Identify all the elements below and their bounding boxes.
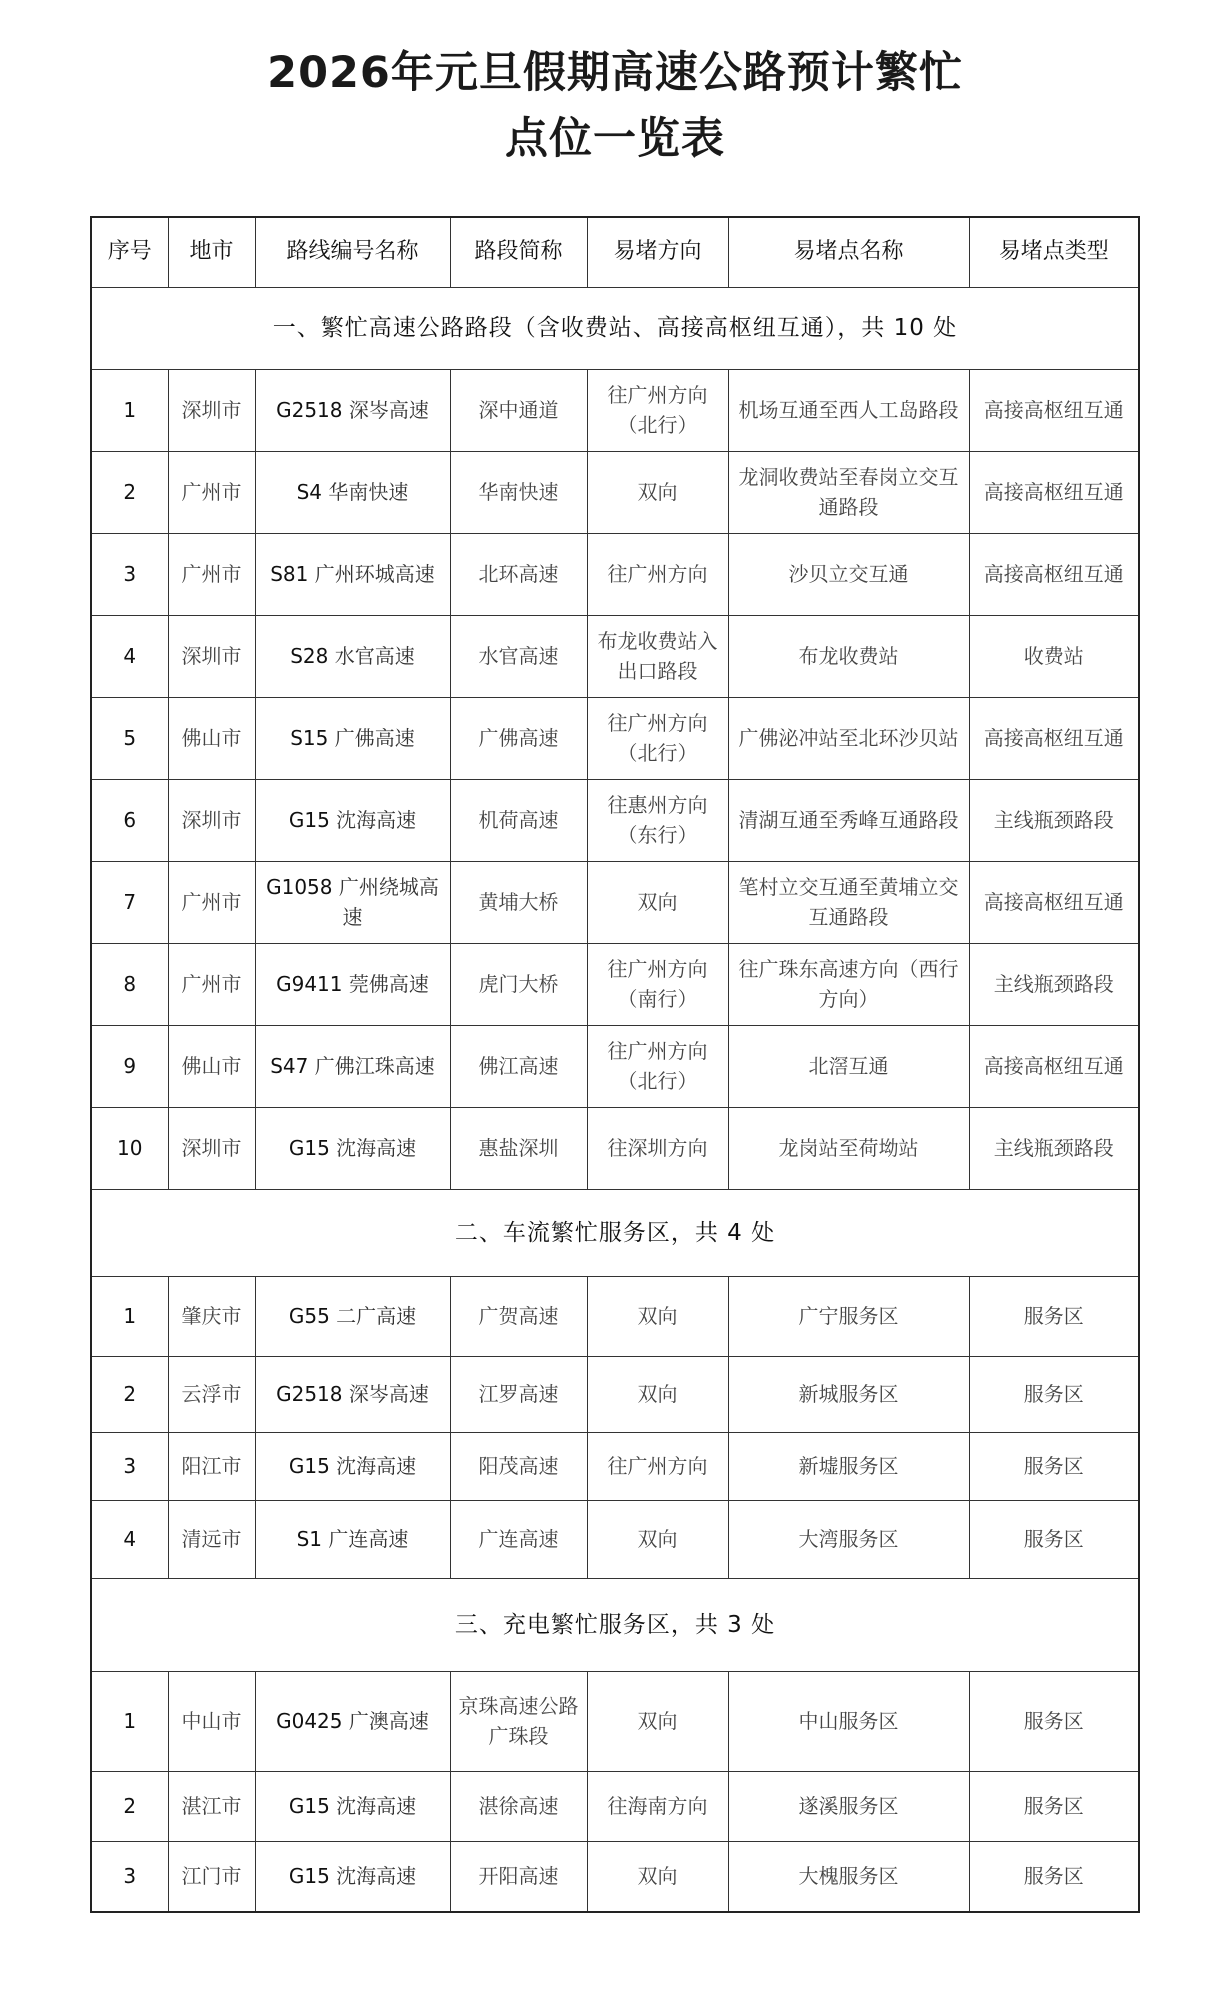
table-row xyxy=(91,1500,1139,1578)
cell-route xyxy=(255,1671,450,1771)
cell-city: 湛江市 xyxy=(168,1771,255,1841)
route-code: G15 xyxy=(288,1794,330,1818)
cell-city: 云浮市 xyxy=(168,1356,255,1432)
cell-route xyxy=(255,369,450,451)
cell-segment: 惠盐深圳 xyxy=(450,1107,587,1189)
cell-route xyxy=(255,1432,450,1500)
route-code: G15 xyxy=(288,1864,330,1889)
cell-city: 深圳市 xyxy=(168,615,255,697)
header-seq: 序号 xyxy=(91,217,168,287)
cell-seq: 8 xyxy=(91,943,168,1025)
cell-city: 广州市 xyxy=(168,451,255,533)
route-name: 沈海高速 xyxy=(336,808,417,832)
table-row xyxy=(91,451,1139,533)
cell-direction: 双向 xyxy=(587,451,728,533)
route-code: S1 xyxy=(296,1527,323,1551)
cell-city: 中山市 xyxy=(168,1671,255,1771)
header-direction: 易堵方向 xyxy=(587,217,728,287)
route-code: G2518 xyxy=(276,398,343,422)
header-type: 易堵点类型 xyxy=(969,217,1139,287)
cell-city: 江门市 xyxy=(168,1841,255,1912)
cell-point: 笔村立交互通至黄埔立交互通路段 xyxy=(728,861,969,943)
cell-type: 服务区 xyxy=(969,1356,1139,1432)
cell-direction: 往广州方向（北行） xyxy=(587,697,728,779)
cell-point: 清湖互通至秀峰互通路段 xyxy=(728,779,969,861)
cell-segment: 广贺高速 xyxy=(450,1276,587,1356)
cell-segment: 华南快速 xyxy=(450,451,587,533)
cell-seq: 7 xyxy=(91,861,168,943)
header-point: 易堵点名称 xyxy=(728,217,969,287)
cell-segment: 北环高速 xyxy=(450,533,587,615)
cell-segment: 广佛高速 xyxy=(450,697,587,779)
cell-direction: 往深圳方向 xyxy=(587,1107,728,1189)
cell-point: 龙洞收费站至春岗立交互通路段 xyxy=(728,451,969,533)
cell-city: 广州市 xyxy=(168,943,255,1025)
cell-route xyxy=(255,697,450,779)
route-name: 水官高速 xyxy=(334,644,415,668)
section-label: 一、繁忙高速公路路段（含收费站、高接高枢纽互通），共 10 处 xyxy=(91,287,1139,369)
cell-segment: 佛江高速 xyxy=(450,1025,587,1107)
route-name: 沈海高速 xyxy=(336,1864,417,1889)
cell-route xyxy=(255,1841,450,1912)
cell-city: 阳江市 xyxy=(168,1432,255,1500)
cell-point: 大槐服务区 xyxy=(728,1841,969,1912)
route-code: S81 xyxy=(270,562,309,586)
title-line-1: 2026年元旦假期高速公路预计繁忙 xyxy=(267,48,963,98)
cell-type: 主线瓶颈路段 xyxy=(969,943,1139,1025)
cell-segment: 黄埔大桥 xyxy=(450,861,587,943)
route-name: 深岑高速 xyxy=(348,1382,429,1406)
cell-direction: 往广州方向（南行） xyxy=(587,943,728,1025)
cell-point: 机场互通至西人工岛路段 xyxy=(728,369,969,451)
cell-type: 收费站 xyxy=(969,615,1139,697)
cell-direction: 往广州方向 xyxy=(587,1432,728,1500)
cell-type: 主线瓶颈路段 xyxy=(969,779,1139,861)
cell-point: 大湾服务区 xyxy=(728,1500,969,1578)
route-code: G15 xyxy=(288,808,330,832)
table-row xyxy=(91,697,1139,779)
cell-segment: 京珠高速公路广珠段 xyxy=(450,1671,587,1771)
cell-seq: 9 xyxy=(91,1025,168,1107)
cell-route xyxy=(255,1107,450,1189)
cell-segment: 机荷高速 xyxy=(450,779,587,861)
cell-seq: 4 xyxy=(91,1500,168,1578)
cell-type: 主线瓶颈路段 xyxy=(969,1107,1139,1189)
cell-segment: 江罗高速 xyxy=(450,1356,587,1432)
route-name: 广连高速 xyxy=(328,1527,409,1551)
cell-type: 服务区 xyxy=(969,1276,1139,1356)
cell-point: 沙贝立交互通 xyxy=(728,533,969,615)
table-row xyxy=(91,1356,1139,1432)
cell-type: 服务区 xyxy=(969,1771,1139,1841)
cell-route xyxy=(255,1025,450,1107)
table-row xyxy=(91,533,1139,615)
route-name: 沈海高速 xyxy=(336,1794,417,1818)
route-code: G15 xyxy=(288,1136,330,1160)
section-label: 三、充电繁忙服务区，共 3 处 xyxy=(91,1578,1139,1671)
cell-type: 高接高枢纽互通 xyxy=(969,451,1139,533)
cell-seq: 3 xyxy=(91,1841,168,1912)
cell-city: 清远市 xyxy=(168,1500,255,1578)
route-name: 华南快速 xyxy=(328,480,409,504)
cell-seq: 2 xyxy=(91,1771,168,1841)
cell-route xyxy=(255,779,450,861)
cell-type: 高接高枢纽互通 xyxy=(969,697,1139,779)
route-name: 沈海高速 xyxy=(336,1136,417,1160)
route-code: S4 xyxy=(296,480,323,504)
route-code: G2518 xyxy=(276,1382,343,1406)
cell-type: 服务区 xyxy=(969,1671,1139,1771)
cell-segment: 阳茂高速 xyxy=(450,1432,587,1500)
cell-city: 佛山市 xyxy=(168,1025,255,1107)
section-label: 二、车流繁忙服务区，共 4 处 xyxy=(91,1189,1139,1276)
cell-direction: 双向 xyxy=(587,1500,728,1578)
cell-route xyxy=(255,451,450,533)
cell-direction: 往广州方向 xyxy=(587,533,728,615)
route-code: S28 xyxy=(290,644,329,668)
cell-direction: 双向 xyxy=(587,861,728,943)
cell-point: 北滘互通 xyxy=(728,1025,969,1107)
cell-direction: 布龙收费站入出口路段 xyxy=(587,615,728,697)
table-row xyxy=(91,615,1139,697)
cell-seq: 5 xyxy=(91,697,168,779)
cell-direction: 双向 xyxy=(587,1356,728,1432)
cell-segment: 虎门大桥 xyxy=(450,943,587,1025)
cell-point: 新墟服务区 xyxy=(728,1432,969,1500)
table-row xyxy=(91,861,1139,943)
header-route: 路线编号名称 xyxy=(255,217,450,287)
section-row xyxy=(91,287,1139,369)
cell-point: 广佛泌冲站至北环沙贝站 xyxy=(728,697,969,779)
route-code: S15 xyxy=(290,726,329,750)
cell-direction: 双向 xyxy=(587,1671,728,1771)
page-title xyxy=(0,40,1230,172)
route-name: 二广高速 xyxy=(336,1304,417,1328)
cell-seq: 10 xyxy=(91,1107,168,1189)
cell-city: 肇庆市 xyxy=(168,1276,255,1356)
cell-segment: 广连高速 xyxy=(450,1500,587,1578)
cell-route xyxy=(255,1500,450,1578)
route-name: 广佛江珠高速 xyxy=(314,1054,435,1078)
cell-point: 往广珠东高速方向（西行方向） xyxy=(728,943,969,1025)
table-row xyxy=(91,1841,1139,1912)
route-name: 莞佛高速 xyxy=(348,972,429,996)
cell-route xyxy=(255,1356,450,1432)
table-row xyxy=(91,1432,1139,1500)
cell-direction: 往海南方向 xyxy=(587,1771,728,1841)
route-code: G55 xyxy=(288,1304,330,1328)
cell-type: 高接高枢纽互通 xyxy=(969,1025,1139,1107)
cell-seq: 2 xyxy=(91,451,168,533)
table-row xyxy=(91,1107,1139,1189)
cell-segment: 湛徐高速 xyxy=(450,1771,587,1841)
table-row xyxy=(91,779,1139,861)
cell-city: 广州市 xyxy=(168,861,255,943)
cell-city: 深圳市 xyxy=(168,779,255,861)
route-name: 广佛高速 xyxy=(334,726,415,750)
cell-point: 新城服务区 xyxy=(728,1356,969,1432)
cell-city: 深圳市 xyxy=(168,1107,255,1189)
cell-direction: 往惠州方向（东行） xyxy=(587,779,728,861)
cell-direction: 双向 xyxy=(587,1276,728,1356)
cell-seq: 1 xyxy=(91,1671,168,1771)
cell-point: 龙岗站至荷坳站 xyxy=(728,1107,969,1189)
cell-seq: 3 xyxy=(91,1432,168,1500)
table-row xyxy=(91,1276,1139,1356)
cell-direction: 双向 xyxy=(587,1841,728,1912)
route-name: 深岑高速 xyxy=(348,398,429,422)
cell-seq: 2 xyxy=(91,1356,168,1432)
section-row xyxy=(91,1578,1139,1671)
cell-segment: 开阳高速 xyxy=(450,1841,587,1912)
cell-type: 服务区 xyxy=(969,1432,1139,1500)
table-row xyxy=(91,943,1139,1025)
cell-route xyxy=(255,533,450,615)
route-name: 广澳高速 xyxy=(348,1709,429,1733)
table-body xyxy=(91,217,1139,1912)
cell-direction: 往广州方向（北行） xyxy=(587,1025,728,1107)
cell-type: 服务区 xyxy=(969,1841,1139,1912)
cell-direction: 往广州方向（北行） xyxy=(587,369,728,451)
route-code: G15 xyxy=(288,1454,330,1478)
route-name: 沈海高速 xyxy=(336,1454,417,1478)
cell-type: 服务区 xyxy=(969,1500,1139,1578)
table-row xyxy=(91,1025,1139,1107)
section-row xyxy=(91,1189,1139,1276)
table-row xyxy=(91,1671,1139,1771)
cell-seq: 3 xyxy=(91,533,168,615)
cell-point: 布龙收费站 xyxy=(728,615,969,697)
header-segment: 路段简称 xyxy=(450,217,587,287)
cell-city: 佛山市 xyxy=(168,697,255,779)
title-line-2: 点位一览表 xyxy=(505,114,725,164)
table-row xyxy=(91,369,1139,451)
cell-route xyxy=(255,943,450,1025)
cell-route xyxy=(255,1276,450,1356)
cell-seq: 6 xyxy=(91,779,168,861)
table-header-row xyxy=(91,217,1139,287)
cell-point: 遂溪服务区 xyxy=(728,1771,969,1841)
route-code: G1058 xyxy=(266,875,333,899)
cell-city: 深圳市 xyxy=(168,369,255,451)
congestion-table xyxy=(90,216,1140,1913)
cell-type: 高接高枢纽互通 xyxy=(969,369,1139,451)
cell-city: 广州市 xyxy=(168,533,255,615)
cell-point: 广宁服务区 xyxy=(728,1276,969,1356)
cell-route xyxy=(255,861,450,943)
cell-seq: 1 xyxy=(91,369,168,451)
route-name: 广州绕城高速 xyxy=(338,875,439,929)
cell-segment: 深中通道 xyxy=(450,369,587,451)
route-code: G9411 xyxy=(276,972,343,996)
route-name: 广州环城高速 xyxy=(314,562,435,586)
cell-seq: 1 xyxy=(91,1276,168,1356)
cell-route xyxy=(255,615,450,697)
route-code: G0425 xyxy=(276,1709,343,1733)
table-row xyxy=(91,1771,1139,1841)
cell-segment: 水官高速 xyxy=(450,615,587,697)
cell-type: 高接高枢纽互通 xyxy=(969,861,1139,943)
cell-seq: 4 xyxy=(91,615,168,697)
header-city: 地市 xyxy=(168,217,255,287)
cell-type: 高接高枢纽互通 xyxy=(969,533,1139,615)
route-code: S47 xyxy=(270,1054,309,1078)
cell-point: 中山服务区 xyxy=(728,1671,969,1771)
cell-route xyxy=(255,1771,450,1841)
